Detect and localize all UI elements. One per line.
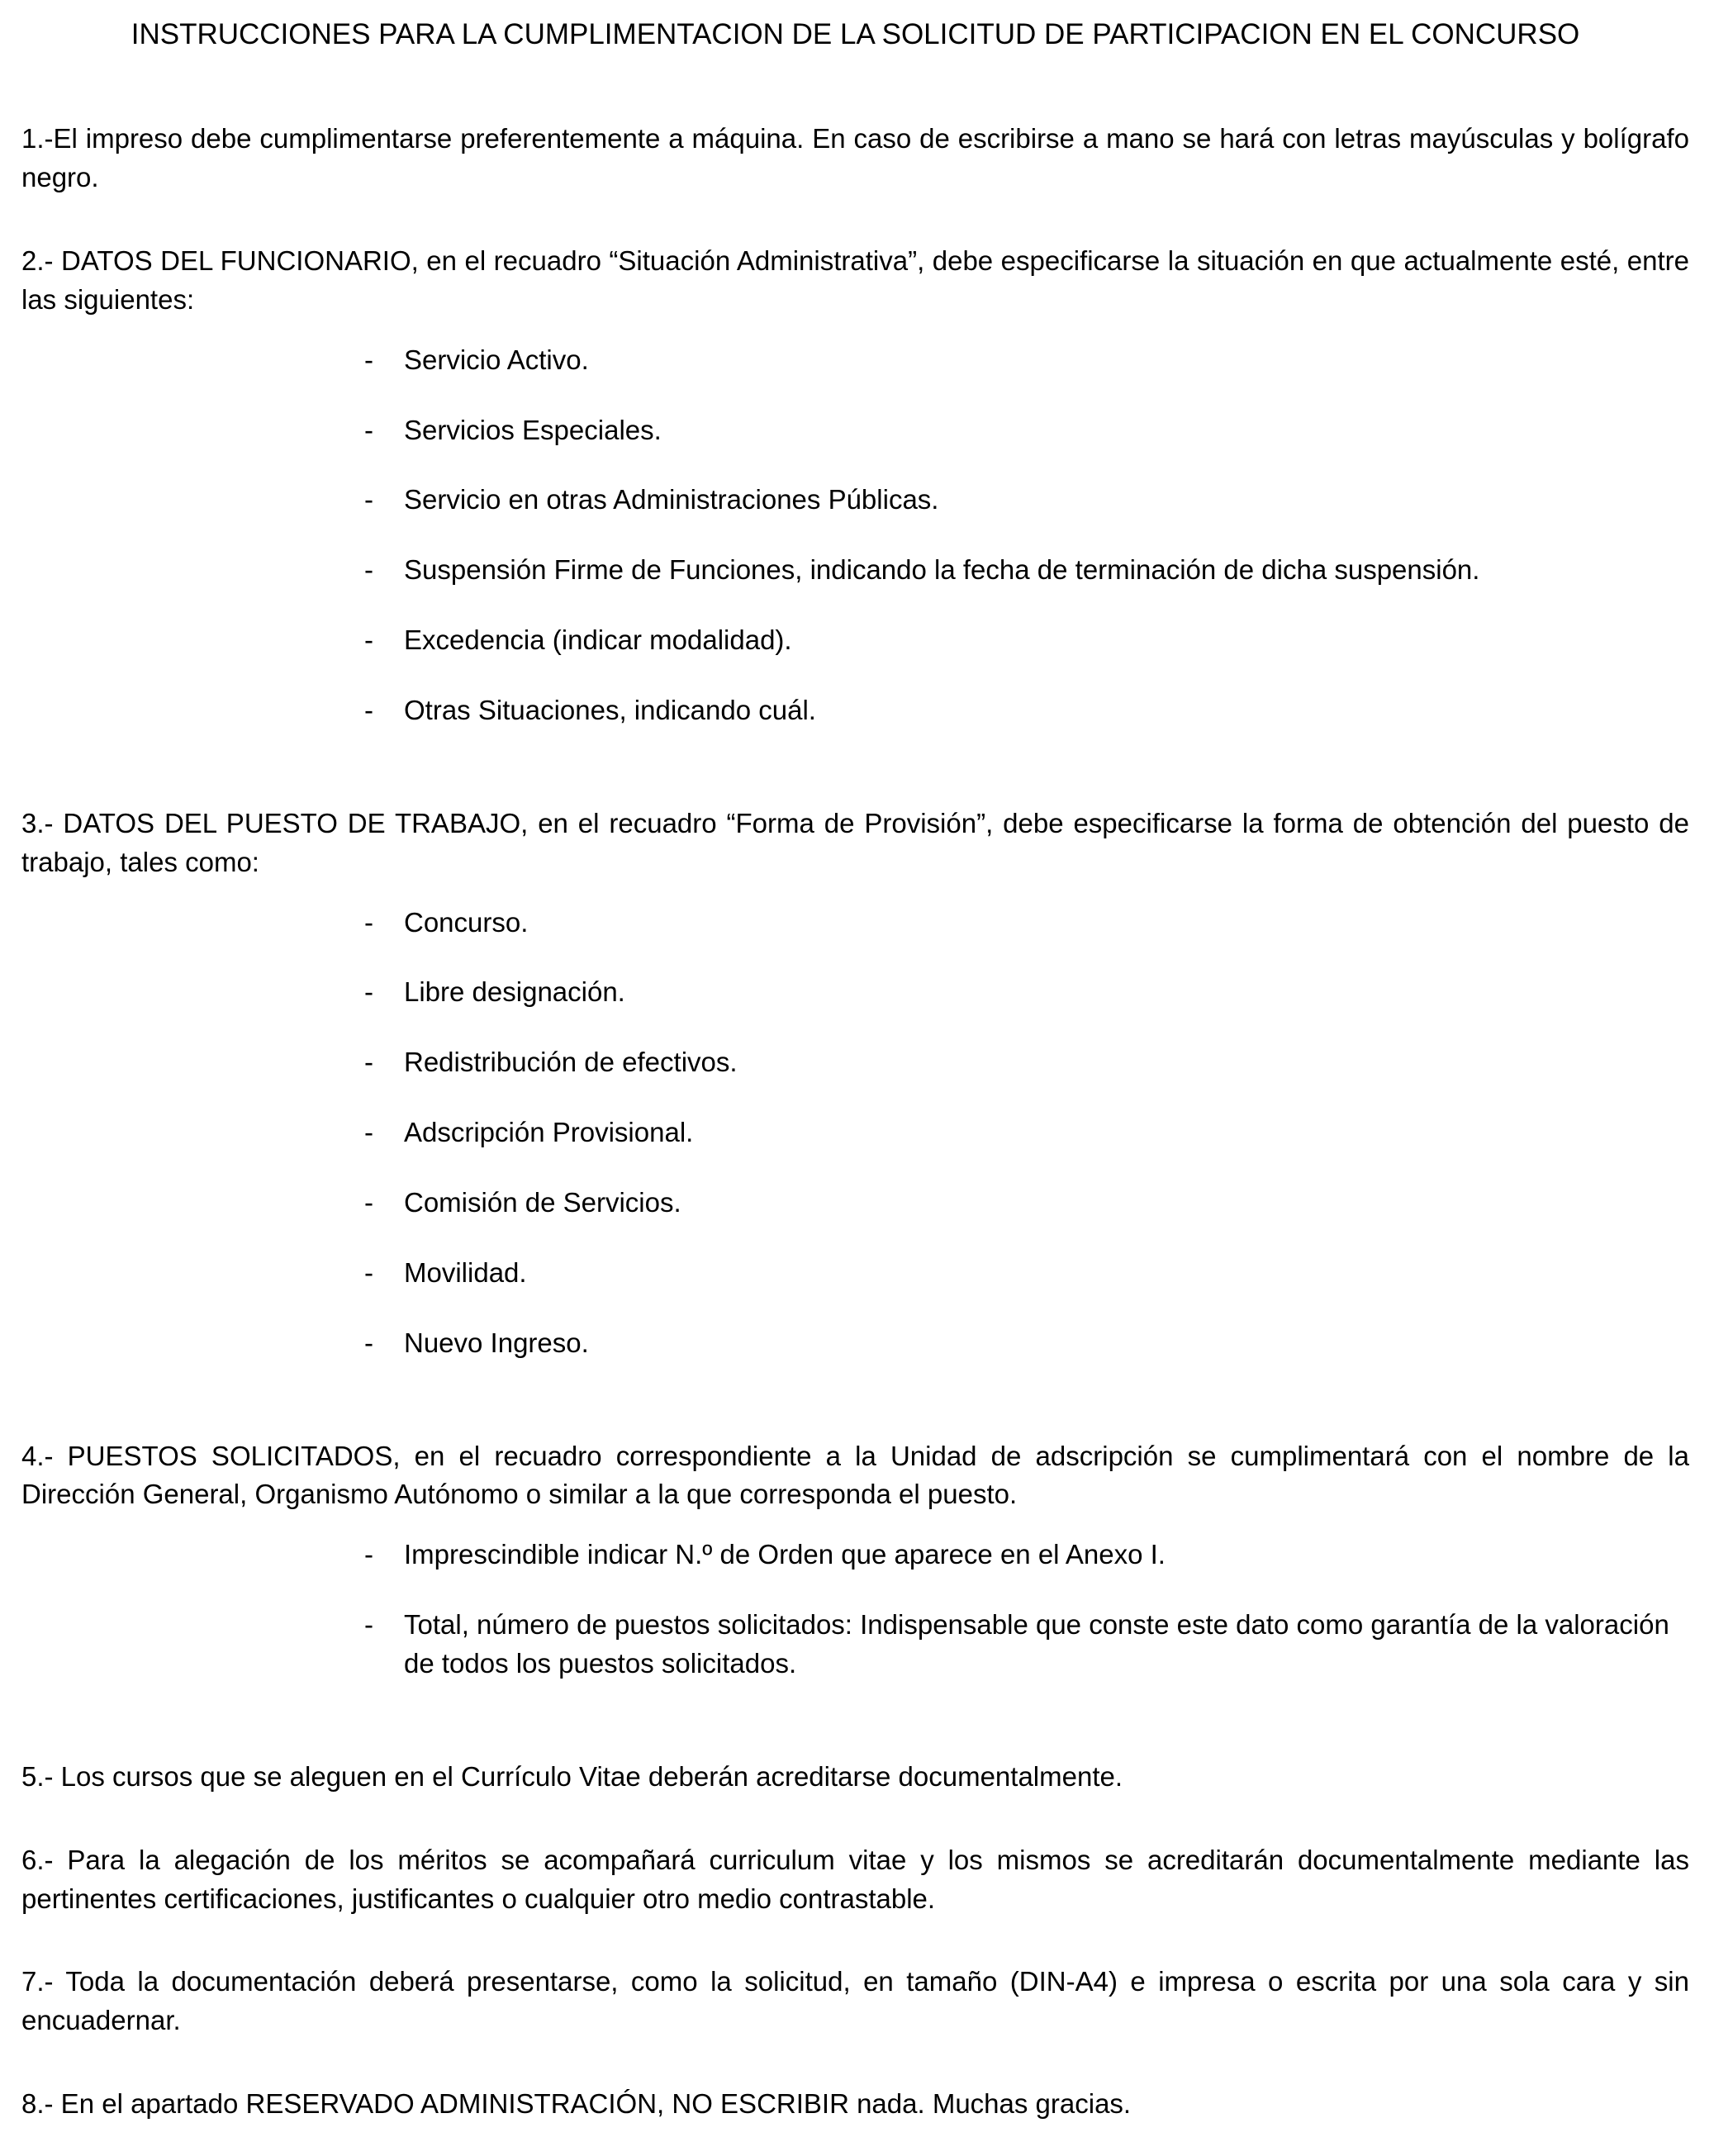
list-item	[364, 1184, 1689, 1223]
list-item	[364, 973, 1689, 1012]
dash-marker: -	[364, 624, 373, 656]
dash-marker: -	[364, 554, 373, 586]
list-item	[364, 341, 1689, 380]
list-item-text: Concurso.	[404, 906, 529, 938]
dash-marker: -	[364, 1327, 373, 1358]
instruction-section	[21, 242, 1689, 760]
section-paragraph: 7.- Toda la documentación deberá presentarse, como la solicitud, en tamaño (DIN-A4) e impresa o escrita por una sola cara y sin encuadernar.	[21, 1966, 1689, 2036]
instruction-section	[21, 1841, 1689, 1919]
section-paragraph: 5.- Los cursos que se aleguen en el Currículo Vitae deberán acreditarse documentalmente.	[21, 1760, 1123, 1792]
list-item-text: Total, número de puestos solicitados: Indispensable que conste este dato como garantía de la valoración de todos los puestos solicitados.	[404, 1609, 1669, 1679]
list-item-text: Comisión de Servicios.	[404, 1187, 681, 1218]
section-paragraph: 2.- DATOS DEL FUNCIONARIO, en el recuadro “Situación Administrativa”, debe especificarse la situación en que actualmente esté, entre las siguientes:	[21, 245, 1689, 315]
dash-marker: -	[364, 1117, 373, 1148]
list-item	[364, 1606, 1689, 1683]
section-paragraph: 6.- Para la alegación de los méritos se acompañará curriculum vitae y los mismos se acreditarán documentalmente mediante las pertinentes certificaciones, justificantes o cualquier otro medio contrastable.	[21, 1844, 1689, 1914]
list-item	[364, 551, 1689, 590]
list-item-text: Libre designación.	[404, 976, 625, 1008]
list-item-text: Movilidad.	[404, 1256, 527, 1288]
section-paragraph: 8.- En el apartado RESERVADO ADMINISTRACIÓN, NO ESCRIBIR nada. Muchas gracias.	[21, 2088, 1132, 2120]
list-item-text: Excedencia (indicar modalidad).	[404, 624, 792, 656]
dash-marker: -	[364, 1609, 373, 1641]
list-item	[364, 1324, 1689, 1363]
list-item	[364, 904, 1689, 943]
dash-marker: -	[364, 1047, 373, 1078]
dash-marker: -	[364, 694, 373, 725]
list-item	[364, 1254, 1689, 1293]
dash-marker: -	[364, 1539, 373, 1570]
section-item-list	[21, 1536, 1689, 1683]
list-item	[364, 1536, 1689, 1574]
dash-marker: -	[364, 1187, 373, 1218]
section-paragraph: 1.-El impreso debe cumplimentarse preferentemente a máquina. En caso de escribirse a mano se hará con letras mayúsculas y bolígrafo negro.	[21, 123, 1689, 193]
list-item	[364, 481, 1689, 520]
section-paragraph: 4.- PUESTOS SOLICITADOS, en el recuadro correspondiente a la Unidad de adscripción se cumplimentará con el nombre de la Dirección General, Organismo Autónomo o similar a la que corresponda el puesto.	[21, 1440, 1689, 1510]
list-item-text: Servicio Activo.	[404, 344, 589, 375]
list-item-text: Servicio en otras Administraciones Públicas.	[404, 484, 939, 515]
list-item-text: Otras Situaciones, indicando cuál.	[404, 694, 816, 725]
list-item-text: Suspensión Firme de Funciones, indicando la fecha de terminación de dicha suspensión.	[404, 554, 1480, 586]
dash-marker: -	[364, 484, 373, 515]
section-item-list	[21, 904, 1689, 1363]
instruction-section	[21, 120, 1689, 197]
instruction-section	[21, 2085, 1689, 2124]
list-item-text: Imprescindible indicar N.º de Orden que aparece en el Anexo I.	[404, 1539, 1166, 1570]
list-item	[364, 1114, 1689, 1152]
dash-marker: -	[364, 344, 373, 375]
list-item-text: Adscripción Provisional.	[404, 1117, 694, 1148]
list-item-text: Nuevo Ingreso.	[404, 1327, 589, 1358]
list-item-text: Servicios Especiales.	[404, 414, 662, 445]
document-title: INSTRUCCIONES PARA LA CUMPLIMENTACION DE LA SOLICITUD DE PARTICIPACION EN EL CONCURSO	[131, 18, 1580, 50]
dash-marker: -	[364, 976, 373, 1008]
list-item	[364, 1043, 1689, 1082]
instruction-section	[21, 1758, 1689, 1797]
instruction-section	[21, 1963, 1689, 2040]
list-item	[364, 411, 1689, 450]
dash-marker: -	[364, 1256, 373, 1288]
section-item-list	[21, 341, 1689, 730]
list-item-text: Redistribución de efectivos.	[404, 1047, 738, 1078]
list-item	[364, 691, 1689, 730]
instruction-section	[21, 805, 1689, 1393]
sections-container	[21, 120, 1689, 2124]
instruction-section	[21, 1437, 1689, 1713]
dash-marker: -	[364, 906, 373, 938]
list-item	[364, 621, 1689, 660]
section-paragraph: 3.- DATOS DEL PUESTO DE TRABAJO, en el recuadro “Forma de Provisión”, debe especificarse la forma de obtención del puesto de trabajo, tales como:	[21, 807, 1689, 877]
dash-marker: -	[364, 414, 373, 445]
